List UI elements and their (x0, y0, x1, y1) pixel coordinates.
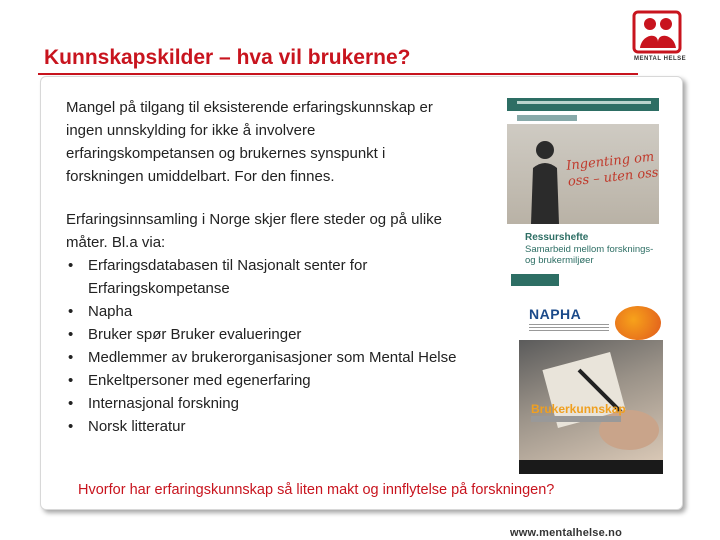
cover-title: Ressurshefte (525, 232, 589, 243)
closing-question: Hvorfor har erfaringskunnskap så liten makt og innflytelse på forskningen? (78, 482, 555, 498)
list-item: • Enkeltpersoner med egenerfaring (66, 369, 466, 392)
list-item: • Erfaringsdatabasen til Nasjonalt senter for Erfaringskompetanse (66, 254, 466, 300)
cover-header (519, 302, 663, 340)
list-item: • Internasjonal forskning (66, 392, 466, 415)
cover-badge (511, 274, 559, 286)
napha-brand: NAPHA (529, 306, 582, 322)
orange-graphic-icon (615, 306, 661, 340)
intro-paragraph: Mangel på tilgang til eksisterende erfaringskunnskap er ingen unnskylding for ikke å involvere erfaringskompetansen og brukernes synspunkt i forskningen umiddelbart. For den finnes. (66, 99, 433, 185)
cover-scribble: Ingenting om oss – uten oss (565, 149, 659, 190)
list-item: • Norsk litteratur (66, 415, 466, 438)
list-item: • Napha (66, 300, 466, 323)
footer-url[interactable]: www.mentalhelse.no (510, 527, 622, 539)
list-item: • Bruker spør Bruker evalueringer (66, 323, 466, 346)
sources-list (66, 254, 466, 438)
ressurshefte-cover-image (507, 98, 659, 294)
cover-band (507, 98, 659, 111)
cover-subtitle: Samarbeid mellom forsknings- og brukermiljøer (525, 244, 654, 266)
title-underline (38, 73, 638, 75)
cover-photo (519, 340, 663, 460)
sources-intro: Erfaringsinnsamling i Norge skjer flere steder og på ulike måter. Bl.a via: (66, 211, 443, 251)
page-title: Kunnskapskilder – hva vil brukerne? (44, 46, 411, 69)
logo-caption: MENTAL HELSE (634, 56, 687, 62)
napha-cover-image (519, 302, 663, 474)
list-item: • Medlemmer av brukerorganisasjoner som Mental Helse (66, 346, 466, 369)
sources-section (66, 208, 466, 438)
cover-title: Brukerkunnskap (531, 402, 626, 416)
cover-logo (517, 115, 577, 121)
cover-photo (507, 124, 659, 224)
notebook-hand-icon (519, 340, 663, 460)
